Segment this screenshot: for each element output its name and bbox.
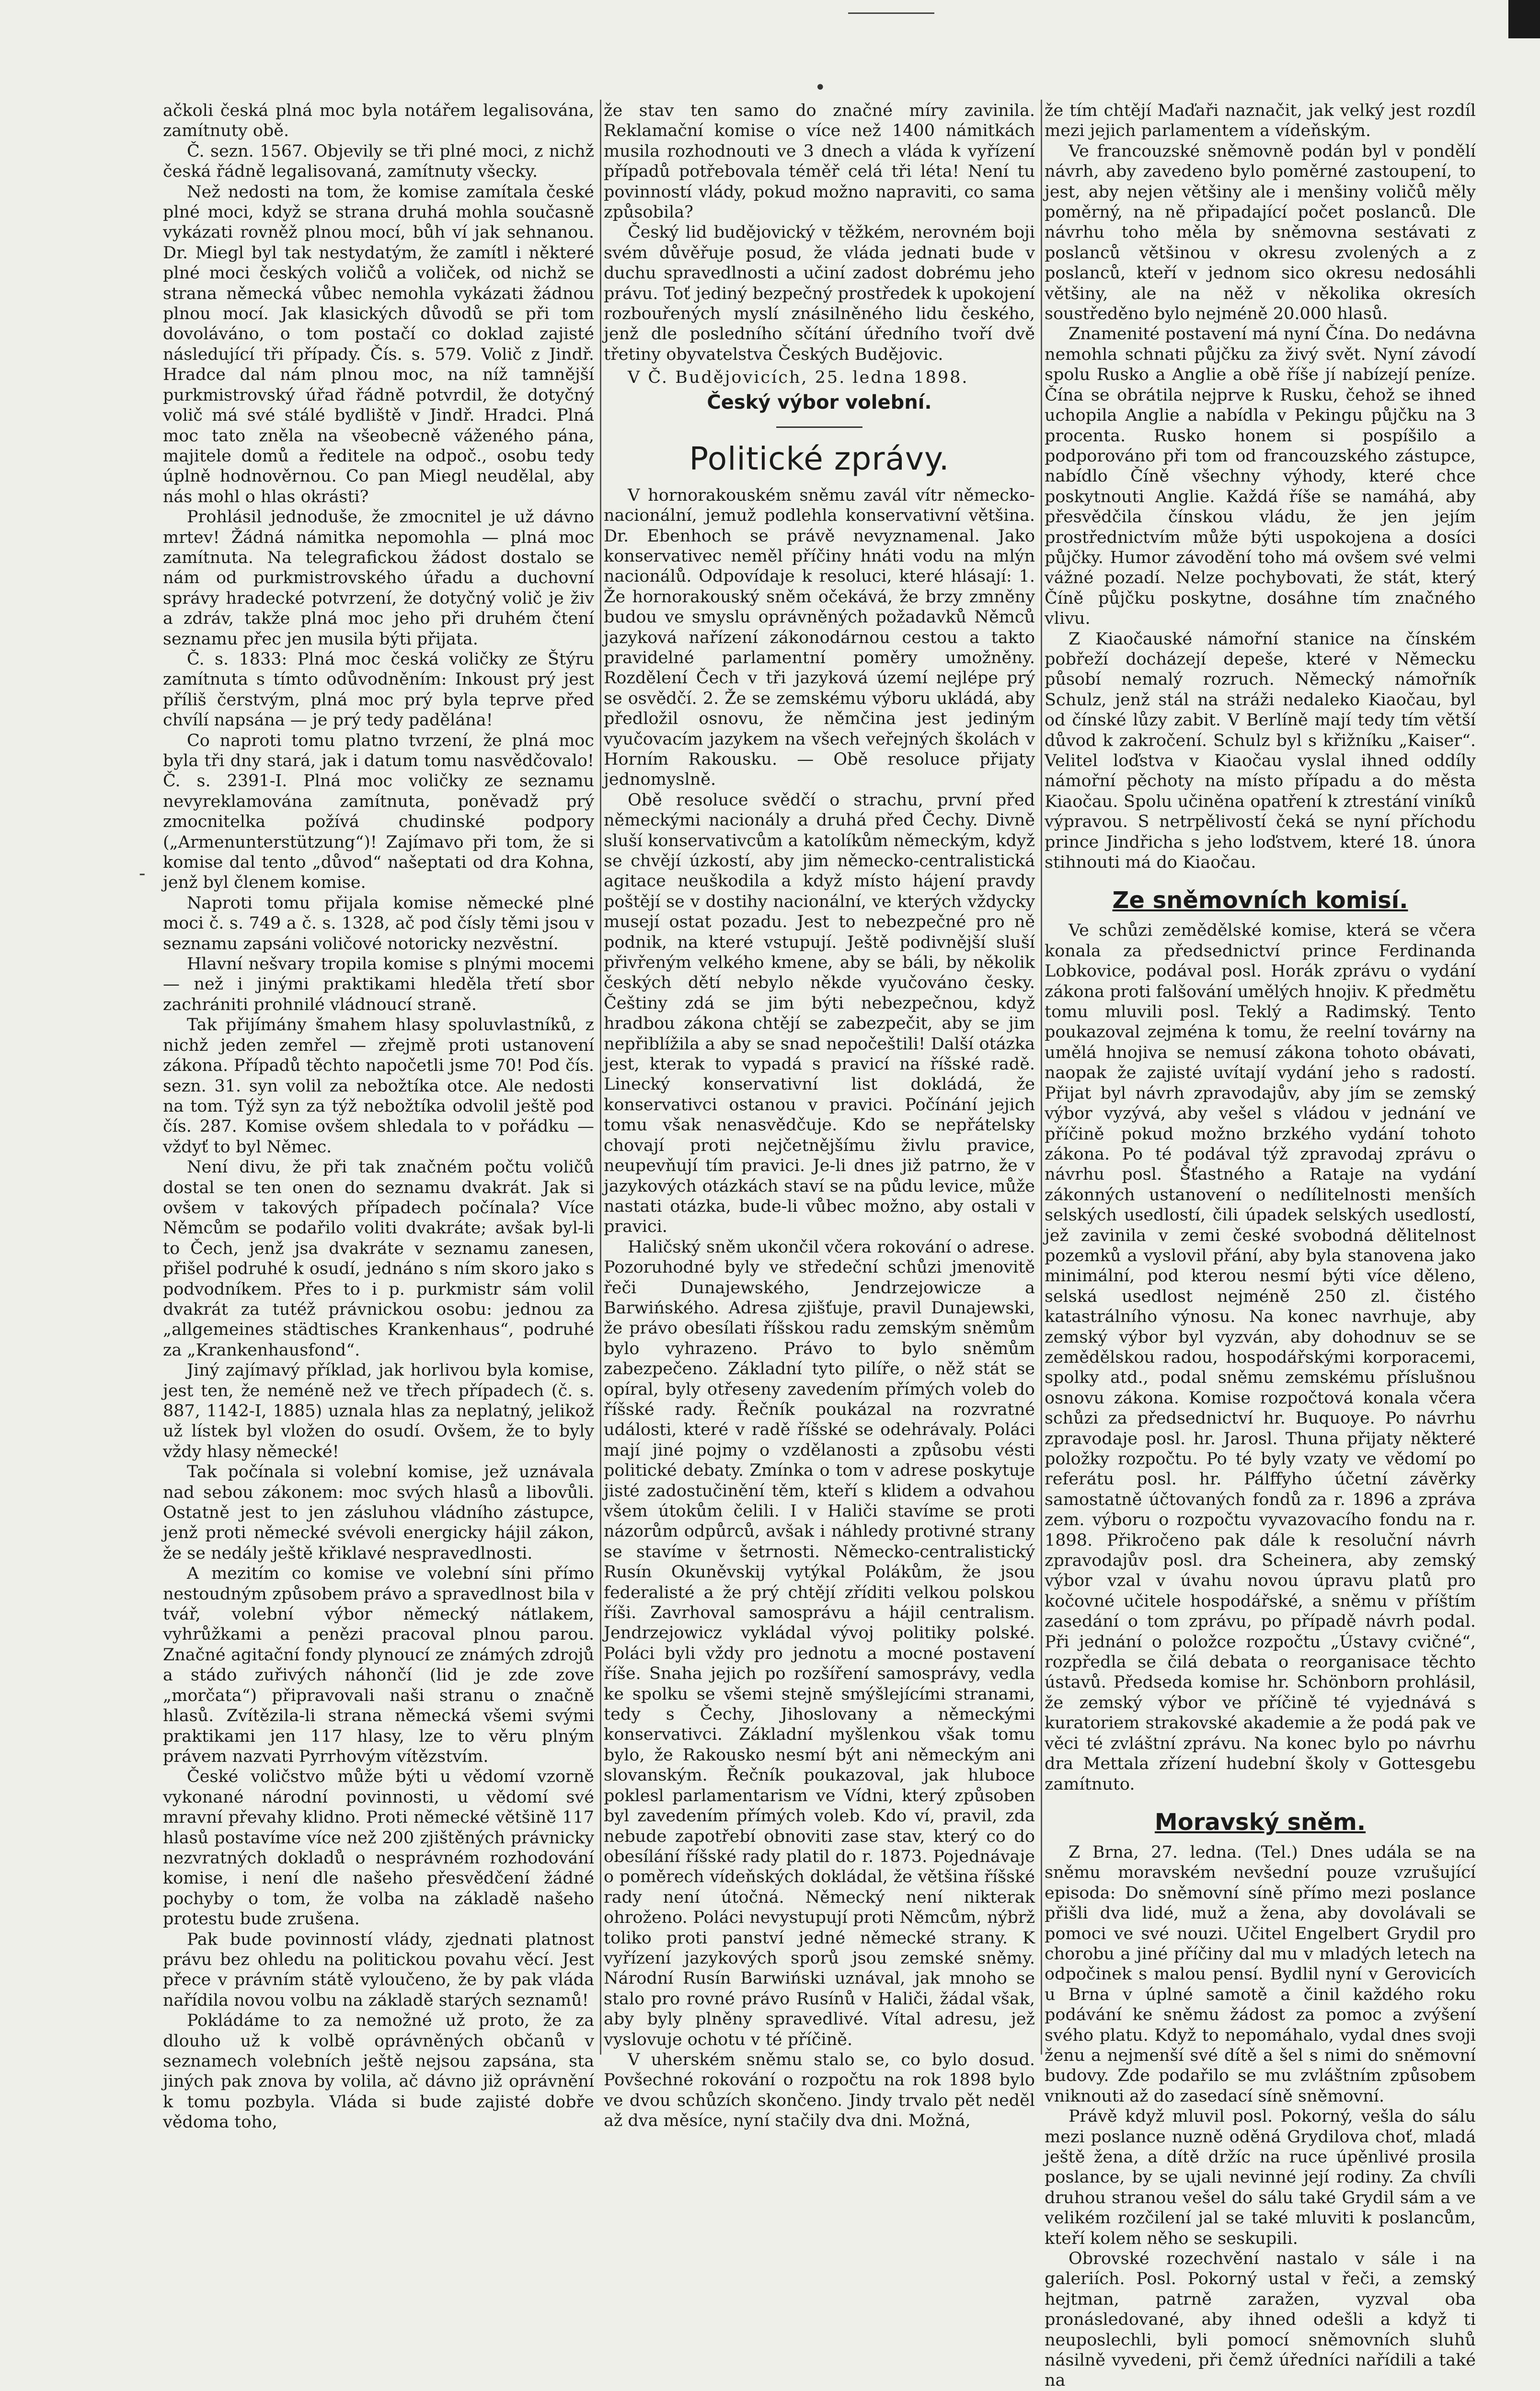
top-rule <box>848 12 934 14</box>
paragraph: Než nedosti na tom, že komise zamítala české plné moci, když se strana druhá mohla současně vykázati rovněž plnou mocí, bůh ví jak sehnanou. Dr. Miegl byl tak nestydatým, že zamítl i některé plné moci českých voličů a voliček, od nichž se strana německá vůbec nemohla vykázati žádnou plnou mocí. Jak klasických důvodů se při tom dovoláváno, o tom postačí co doklad zajisté následující tři případy. Čís. s. 579. Volič z Jindř. Hradce dal nám plnou moc, na níž tamnější purkmistrovský úřad řádně potvrdil, že dotyčný volič má své stálé bydliště v Jindř. Hradci. Plná moc tato zněla na všeobecně váženého pána, majitele domů a ředitele na odpoč., osobu tedy úplně hodnověrnou. Co pan Miegl neudělal, aby nás mohl o hlas okrásti? <box>163 182 594 506</box>
paragraph: Haličský sněm ukončil včera rokování o adrese. Pozoruhodné byly ve středeční schůzi jmenovitě řeči Dunajewského, Jendrzejowicze a Barwińského. Adresa zjišťuje, pravil Dunajewski, že právo obesílati říšskou radu zemským sněmům bylo vyhrazeno. Právo to bylo sněmům zabezpečeno. Základní tyto pilíře, o něž stát se opíral, byly otřeseny zavedením přímých voleb do říšské rady. Řečník poukázal na rozvratné události, které v radě říšské se odehrávaly. Poláci mají jiné pojmy o vzdělanosti a způsobu vésti politické debaty. Zmínka o tom v adrese poskytuje jisté zadostučinění těm, kteří s klidem a odvahou všem útokům čelili. I v Haliči stavíme se proti názorům odpůrců, avšak i náhledy protivné strany se stavíme v šetrnosti. Německo-centralistický Rusín Okuněvskij vytýkal Polákům, že jsou federalisté a že prý chtějí zříditi velkou polskou říši. Zavrhoval samosprávu a hájil centralism. Jendrzejowicz vykládal vývoj politiky polské. Poláci byli vždy pro jednotu a mocné postavení říše. Snaha jejich po rozšíření samosprávy, vedla ke spolku se všemi stejně smýšlejícími stranami, tedy s Čechy, Jihoslovany a německými konservativci. Základní myšlenkou však tomu bylo, že Rakousko nesmí být ani německým ani slovanským. Řečník poukazoval, jak hluboce poklesl parlamentarism ve Vídni, který způsoben byl zavedením přímých voleb. Kdo ví, pravil, zda nebude zapotřebí obnoviti zase stav, který co do obesílání říšské rady platil do r. 1873. Pojednávaje o poměrech vídeňských dokládal, že většina říšské rady není útočná. Německý není nikterak ohroženo. Poláci nevystupují proti Němcům, nýbrž toliko proti panství jedné německé strany. K vyřízení jazykových sporů jsou zemské sněmy. Národní Rusín Barwiński uznával, jak mnoho se stalo pro rovné právo Rusínů v Haliči, žádal však, aby byly plněny spravedlivé. Vítal adresu, jež vyslovuje ochotu v té příčině. <box>604 1237 1035 2049</box>
column-2 <box>604 101 1035 2131</box>
paragraph: Pokládáme to za nemožné už proto, že za dlouho už k volbě oprávněných občanů v seznamech volebních ještě nejsou zapsána, sta jiných pak znova by volila, ač dávno již oprávnění k tomu pozbyla. Vláda si bude zajisté dobře vědoma toho, <box>163 2011 594 2132</box>
column-divider <box>1041 100 1042 2055</box>
paragraph: Prohlásil jednoduše, že zmocnitel je už dávno mrtev! Žádná námitka nepomohla — plná moc zamítnuta. Na telegrafickou žádost dostalo se nám od purkmistrovského úřadu a duchovní správy hradecké potvrzení, že dotyčný volič je živ a zdráv, takže plná moc jeho při druhém čtení seznamu přec jen musila býti přijata. <box>163 507 594 649</box>
paragraph: Č. sezn. 1567. Objevily se tři plné moci, z nichž česká řádně legalisovaná, zamítnuty všecky. <box>163 141 594 182</box>
paragraph: Český lid budějovický v těžkém, nerovném boji svém důvěřuje posud, že vláda jednati bude v duchu spravedlnosti a učiní zadost dobrému jeho právu. Toť jediný bezpečný prostředek k upokojení rozbouřených myslí znásilněného lidu českého, jenž dle posledního sčítání úředního tvoří dvě třetiny obyvatelstva Českých Budějovic. <box>604 223 1035 364</box>
paragraph: Pak bude povinností vlády, zjednati platnost právu bez ohledu na politickou povahu věcí. Jest přece v právním státě vyloučeno, že by pak vláda nařídila novou volbu na základě starých seznamů! <box>163 1930 594 2010</box>
paragraph: Č. s. 1833: Plná moc česká voličky ze Štýru zamítnuta s tímto odůvodněním: Inkoust prý jest příliš čerstvým, plná moc prý byla teprve před chvílí napsána — je prý tedy padělána! <box>163 649 594 730</box>
column-divider <box>600 100 601 2055</box>
paragraph: ačkoli česká plná moc byla notářem legalisována, zamítnuty obě. <box>163 101 594 141</box>
paragraph: Tak počínala si volební komise, jež uznávala nad sebou zákonem: moc svých hlasů a libovůli. Ostatně jest to jen zásluhou vládního zástupce, jenž proti německé svévoli energicky hájil zákon, že se nedály ještě křiklavé nespravedlnosti. <box>163 1462 594 1563</box>
paragraph: Tak přijímány šmahem hlasy spoluvlastníků, z nichž jeden zemřel — zřejmě proti ustanovení zákona. Případů těchto napočetli jsme 70! Pod čís. sezn. 31. syn volil za nebožtíka otce. Ale nedosti na tom. Týž syn za týž nebožtíka odvolil ještě pod čís. 287. Komise ovšem shledala to v pořádku — vždyť to byl Němec. <box>163 1015 594 1157</box>
paragraph: Obě resoluce svědčí o strachu, první před německými nacionály a druhá před Čechy. Divně sluší konservativcům a katolíkům německým, když se chvějí úzkostí, aby jim německo-centralistická agitace neuškodila a když místo hájení pravdy poštějí se v dostihy nacionální, ve kterých vždycky musejí ostat pozadu. Jest to nebezpečné pro ně podnik, na které vstupují. Ještě podivnější sluší přivřeným velkého kmene, aby se báli, by několik českých dětí nebylo někde vyučováno česky. Češtiny zdá se jim býti nebezpečnou, když hradbou zákona chtějí se zabezpečit, aby se jim nepřiblížila a aby se snad nepočeštili! Další otázka jest, kterak to vypadá s pravicí na říšské radě. Linecký konservativní list dokládá, že konservativci ostanou v pravici. Počínání jejich tomu však nenasvědčuje. Kdo se nepřátelsky chovají proti nejčetnějšímu živlu pravice, neupevňují tím pravici. Je-li dnes již patrno, že v jazykových otázkách staví se na půdu levice, může nastati otázka, bude-li vůbec možno, aby ostali v pravici. <box>604 790 1035 1237</box>
column-3 <box>1045 101 1476 2391</box>
section-rule <box>776 426 862 428</box>
margin-dash-mark: - <box>139 862 146 885</box>
paragraph: České voličstvo může býti u vědomí vzorně vykonané národní povinnosti, u vědomí své mravní převahy klidno. Proti německé většině 117 hlasů postavíme více než 200 zjištěných právnicky nezvratných dokladů o nesprávném rozhodování komise, i není dle našeho přesvědčení žádné pochyby o tom, že volba na základě našeho protestu bude zrušena. <box>163 1767 594 1929</box>
paragraph: Právě když mluvil posl. Pokorný, vešla do sálu mezi poslance nuzně oděná Grydilova choť, mladá ještě žena, a dítě držíc na ruce úpěnlivé prosila poslance, by se ujali nevinné její rodiny. Za chvíli druhou stranou vešel do sálu také Grydil sám a ve velikém rozčilení jal se také mluviti k poslancům, kteří kolem něho se seskupili. <box>1045 2107 1476 2248</box>
paragraph: Co naproti tomu platno tvrzení, že plná moc byla tři dny stará, jak i datum tomu nasvědčovalo! Č. s. 2391-I. Plná moc voličky ze seznamu nevyreklamována zamítnuta, poněvadž prý zmocnitelka požívá chudinské podpory („Armenunterstützung“)! Zajímavo při tom, že si komise dal tento „důvod“ našeptati od dra Kohna, jenž byl členem komise. <box>163 731 594 893</box>
paragraph: že tím chtějí Maďaři naznačit, jak velký jest rozdíl mezi jejich parlamentem a vídeňským. <box>1045 101 1476 141</box>
paragraph: V hornorakouském sněmu zavál vítr německo-nacionální, jemuž podlehla konservativní většina. Dr. Ebenhoch se právě nevyznamenal. Jako konservativec neměl příčiny hnáti vodu na mlýn nacionálů. Odpovídaje k resoluci, které hlásají: 1. Že hornorakouský sněm očekává, že brzy zmněny budou ve smyslu oprávněných požadavků Němců jazyková nařízení zákonodárnou cestou a takto pravidelné parlamentní poměry umožněny. Rozdělení Čech v tři jazyková území nejlépe prý se osvědčí. 2. Že se zemskému výboru ukládá, aby předložil osnovu, že němčina jest jediným vyučovacím jazykem na všech veřejných školách v Horním Rakousku. — Obě resoluce přijaty jednomyslně. <box>604 485 1035 790</box>
paragraph: Znamenité postavení má nyní Čína. Do nedávna nemohla schnati půjčku za živý svět. Nyní závodí spolu Rusko a Anglie a obě říše jí nabízejí peníze. Čína se obrátila nejprve k Rusku, čehož se ihned uchopila Anglie a nabídla v Pekingu půjčku na 3 procenta. Rusko honem si pospíšilo a podporováno při tom od francouzského zástupce, nabídlo Číně všechny výhody, které chce poskytnouti Anglie. Každá říše se namáhá, aby přesvědčila čínskou vládu, že jen jejím prostřednictvím může býti uspokojena a dosíci půjčky. Humor závodění toho má ovšem své velmi vážné pozadí. Nelze pochybovati, že stát, který Číně půjčku poskytne, dosáhne tím značného vlivu. <box>1045 324 1476 629</box>
paragraph: V uherském sněmu stalo se, co bylo dosud. Povšechné rokování o rozpočtu na rok 1898 bylo ve dvou schůzích skončeno. Jindy trvalo pět neděl až dva měsíce, nyní stačily dva dni. Možná, <box>604 2050 1035 2131</box>
paragraph: Jiný zajímavý příklad, jak horlivou byla komise, jest ten, že neméně než ve třech případech (č. s. 887, 1142-I, 1885) uznala hlas za neplatný, jelikož už lístek byl vložen do osudí. Ovšem, že to byly vždy hlasy německé! <box>163 1361 594 1461</box>
paragraph: Naproti tomu přijala komise německé plné moci č. s. 749 a č. s. 1328, ač pod čísly těmi jsou v seznamu zapsáni voličové notoricky nezvěstní. <box>163 893 594 954</box>
paragraph: Z Brna, 27. ledna. (Tel.) Dnes udála se na sněmu moravském nevšední pouze vzrušující episoda: Do sněmovní síně přímo mezi poslance přišli dva lidé, muž a žena, aby dovolávali se pomoci ve své nouzi. Učitel Engelbert Grydil pro chorobu a jiné příčiny dal mu v mladých letech na odpočinek s malou pensí. Bydlil nyní v Gerovicích u Brna v úplné samotě a činil každého roku podávání ke sněmu žádost za pomoc a zvýšení svého platu. Když to nepomáhalo, vydal dnes svoji ženu a nejmenší své dítě a šel s nimi do sněmovní budovy. Zde podařilo se mu zvláštním způsobem vniknouti až do zasedací síně sněmovní. <box>1045 1842 1476 2106</box>
paragraph: Obrovské rozechvění nastalo v sále i na galeriích. Posl. Pokorný ustal v řeči, a zemský hejtman, patrně zaražen, vyzval oba pronásledované, aby ihned odešli a když ti neuposlechli, byli pomocí sněmovních sluhů násilně vyvedeni, při čemž úředníci nařídili a také na <box>1045 2249 1476 2391</box>
subheading: Moravský sněm. <box>1154 1808 1366 1836</box>
scan-corner <box>1508 0 1540 38</box>
top-dot-mark: • <box>815 77 826 99</box>
paragraph: Ve francouzské sněmovně podán byl v pondělí návrh, aby zavedeno bylo poměrné zastoupení, to jest, aby nejen většiny ale i menšiny voličů měly poměrný, na ně připadající počet poslanců. Dle návrhu toho měla by sněmovna sestávati z poslanců většinou v okresu zvolených a z poslanců, kteří v jednom sico okresu nedosáhli většiny, ale na něž v několika okresích soustředěno bylo nejméně 20.000 hlasů. <box>1045 141 1476 324</box>
paragraph: Není divu, že při tak značném počtu voličů dostal se ten onen do seznamu dvakrát. Jak si ovšem v takových případech počínala? Více Němcům se podařilo voliti dvakráte; avšak byl-li to Čech, jenž jsa dvakráte v seznamu zanesen, přišel podruhé k osudí, jednáno s ním skoro jako s podvodníkem. Přes to i p. purkmistr sám volil dvakrát za tutéž právnickou osobu: jednou za „allgemeines städtisches Krankenhaus“, podruhé za „Krankenhausfond“. <box>163 1158 594 1360</box>
section-title: Politické zprávy. <box>689 440 950 477</box>
signature: Český výbor volební. <box>707 391 932 414</box>
column-1 <box>163 101 594 2132</box>
subheading: Ze sněmovních komisí. <box>1112 887 1408 914</box>
paragraph: že stav ten samo do značné míry zavinila. Reklamační komise o více než 1400 námitkách musila rozhodnouti ve 3 dnech a vláda k vyřízení případů potřebovala téměř celá tři léta! Není tu povinností vlády, pokud možno napraviti, co sama způsobila? <box>604 101 1035 222</box>
paragraph: Hlavní nešvary tropila komise s plnými mocemi — než i jinými praktikami hleděla třetí sbor zachrániti prohnilé vládnoucí straně. <box>163 954 594 1014</box>
paragraph: A mezitím co komise ve volební síni přímo nestoudným způsobem právo a spravedlnost bila v tvář, volební výbor německý nátlakem, vyhrůžkami a penězi pracoval plnou parou. Značné agitační fondy plynoucí ze známých zdrojů a stádo zuřivých náhončí (lid je zde zove „morčata“) připravovali naši stranu o značně hlasů. Zvítězila-li strana německá všemi svými praktikami jen 117 hlasy, lze to věru plným právem nazvati Pyrrhovým vítězstvím. <box>163 1564 594 1766</box>
paragraph: Ve schůzi zemědělské komise, která se včera konala za předsednictví prince Ferdinanda Lobkovice, podával posl. Horák zprávu o vydání zákona proti falšování umělých hnojiv. K předmětu tomu mluvili posl. Teklý a Radimský. Tento poukazoval zejména k tomu, že reelní továrny na umělá hnojiva se nemusí zákona tohoto obávati, naopak že zajisté uvítají vydání jeho s radostí. Přijat byl návrh zpravodajův, aby jím se zemský výbor vyzývá, aby vešel s vládou v jednání ve příčině pokud možno brzkého vydání tohoto zákona. Po té podával týž zpravodaj zprávu o návrhu posl. Šťastného a Rataje na vydání zákonných ustanovení o nedílitelnosti menších selských usedlostí, čili úpadek selských usedlostí, jež zavinila v zemi české svobodná dělitelnost pozemků a vyslovil přání, aby byla stanovena jako minimální, pod kterou nesmí býti více děleno, selská usedlost nejméně 250 zl. čistého katastrálního výnosu. Na konec navrhuje, aby zemský výbor byl vyzván, aby dohodnuv se se zemědělskou radou, hospodářskými korporacemi, spolky atd., podal sněmu zemskému příslušnou osnovu zákona. Komise rozpočtová konala včera schůzi za předsednictví hr. Buquoye. Po návrhu zpravodaje posl. hr. Jarosl. Thuna přijaty některé položky rozpočtu. Po té byly vzaty ve vědomí po referátu posl. hr. Pálffyho účetní závěrky samostatně účtovaných fondů za r. 1896 a zpráva zem. výboru o rozpočtu vyvazovacího fondu na r. 1898. Přikročeno pak dále k resoluční návrh zpravodajův posl. dra Scheinera, aby zemský výbor vzal v úvahu novou úpravu platů pro kočovné učitele hospodářské, a sněmu v příštím zasedání o tom zprávu, po případě návrh podal. Při jednání o položce rozpočtu „Ústavy cvičné“, rozpředla se čilá debata o reorganisace těchto ústavů. Předseda komise hr. Schönborn prohlásil, že zemský výbor ve příčině té vyjednává s kuratoriem strakovské akademie a že podá pak ve věci té zvláštní zprávu. Na konec bylo po návrhu dra Mettala zřízení hudební školy v Gottesgebu zamítnuto. <box>1045 921 1476 1794</box>
dateline: V Č. Budějovicích, 25. ledna 1898. <box>628 368 969 388</box>
paragraph: Z Kiaočauské námořní stanice na čínském pobřeží docházejí depeše, které v Německu působí nemalý rozruch. Německý námořník Schulz, jenž stál na stráži nedaleko Kiaočau, byl od čínské lůzy zabit. V Berlíně mají tedy tím větší důvod k zakročení. Schulz byl s křižníku „Kaiser“. Velitel loďstva v Kiaočau vyslal ihned oddíly námořní pěchoty na místo případu a do města Kiaočau. Spolu učiněna opatření k ztrestání viníků výpravou. S netrpělivostí čeká se nyní příchodu prince Jindřicha s jeho loďstvem, které 18. února stihnouti má do Kiaočau. <box>1045 629 1476 873</box>
